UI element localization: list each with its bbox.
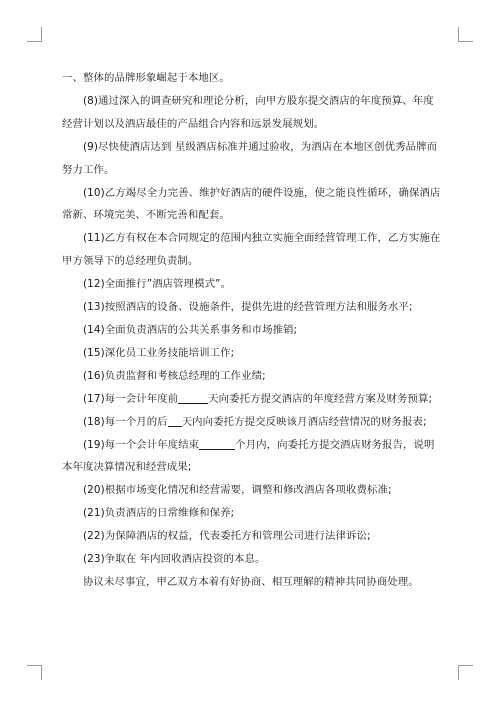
paragraph-item-11: (11)乙方有权在本合同规定的范围内独立实施全面经营管理工作，乙方实施在甲方领导下的总经理负责制。 [62, 232, 441, 268]
paragraph-item-22: (22)为保障酒店的权益，代表委托方和管理公司进行法律诉讼; [83, 530, 371, 543]
paragraph-item-13: (13)按照酒店的设备、设施条件，提供先进的经营管理方法和服务水平; [83, 301, 413, 314]
paragraph-item-17-before: (17)每一会计年度前 [83, 392, 179, 405]
paragraph-item-19-after: 个月内，向委托方提交酒店财务报告，说明本年度决算情况和经营成果; [62, 438, 435, 474]
crop-mark-top-right [458, 27, 473, 42]
fill-in-blank [168, 413, 182, 427]
paragraph-item-12: (12)全面推行”酒店管理模式”。 [83, 278, 232, 291]
crop-mark-top-left [27, 27, 42, 42]
crop-mark-bottom-right [458, 665, 473, 680]
paragraph-item-21: (21)负责酒店的日常维修和保养; [83, 507, 235, 520]
paragraph-item-18-after: 天内向委托方提交反映该月酒店经营情况的财务报表; [181, 415, 427, 428]
fill-in-blank [178, 390, 208, 404]
crop-mark-bottom-left [27, 665, 42, 680]
paragraph-item-18 [62, 411, 442, 434]
paragraph-item-17-after: 天向委托方提交酒店的年度经营方案及财务预算; [208, 392, 433, 405]
paragraph-item-19 [62, 434, 442, 480]
paragraph-item-10: (10)乙方竭尽全力完善、维护好酒店的硬件设施，使之能良性循环，确保酒店常新、环境完美、不断完善和配套。 [62, 186, 441, 222]
paragraph-item-16: (16)负责监督和考核总经理的工作业绩; [83, 369, 266, 382]
fill-in-blank [199, 436, 235, 450]
paragraph-item-23: (23)争取在 年内回收酒店投资的本息。 [83, 553, 266, 566]
paragraph-item-15: (15)深化员工业务技能培训工作; [83, 346, 235, 359]
paragraph-item-20: (20)根据市场变化情况和经营需要，调整和修改酒店各项收费标准; [83, 484, 392, 497]
paragraph-item-17 [62, 388, 442, 411]
section-heading: 一、整体的品牌形象崛起于本地区。 [62, 72, 230, 84]
document-body [62, 67, 442, 594]
paragraph-item-19-before: (19)每一个会计年度结束 [83, 438, 200, 451]
paragraph-item-14: (14)全面负责酒店的公共关系事务和市场推销; [83, 323, 298, 336]
closing-paragraph: 协议未尽事宜，甲乙双方本着有好协商、相互理解的精神共同协商处理。 [83, 575, 419, 588]
paragraph-item-18-before: (18)每一个月的后 [83, 415, 168, 428]
paragraph-item-8: (8)通过深入的调查研究和理论分析，向甲方股东提交酒店的年度预算、年度经营计划以及酒店最佳的产品组合内容和远景发展规划。 [62, 94, 434, 130]
paragraph-item-9: (9)尽快使酒店达到 星级酒店标准并通过验收，为酒店在本地区创优秀品牌而努力工作。 [62, 140, 438, 176]
